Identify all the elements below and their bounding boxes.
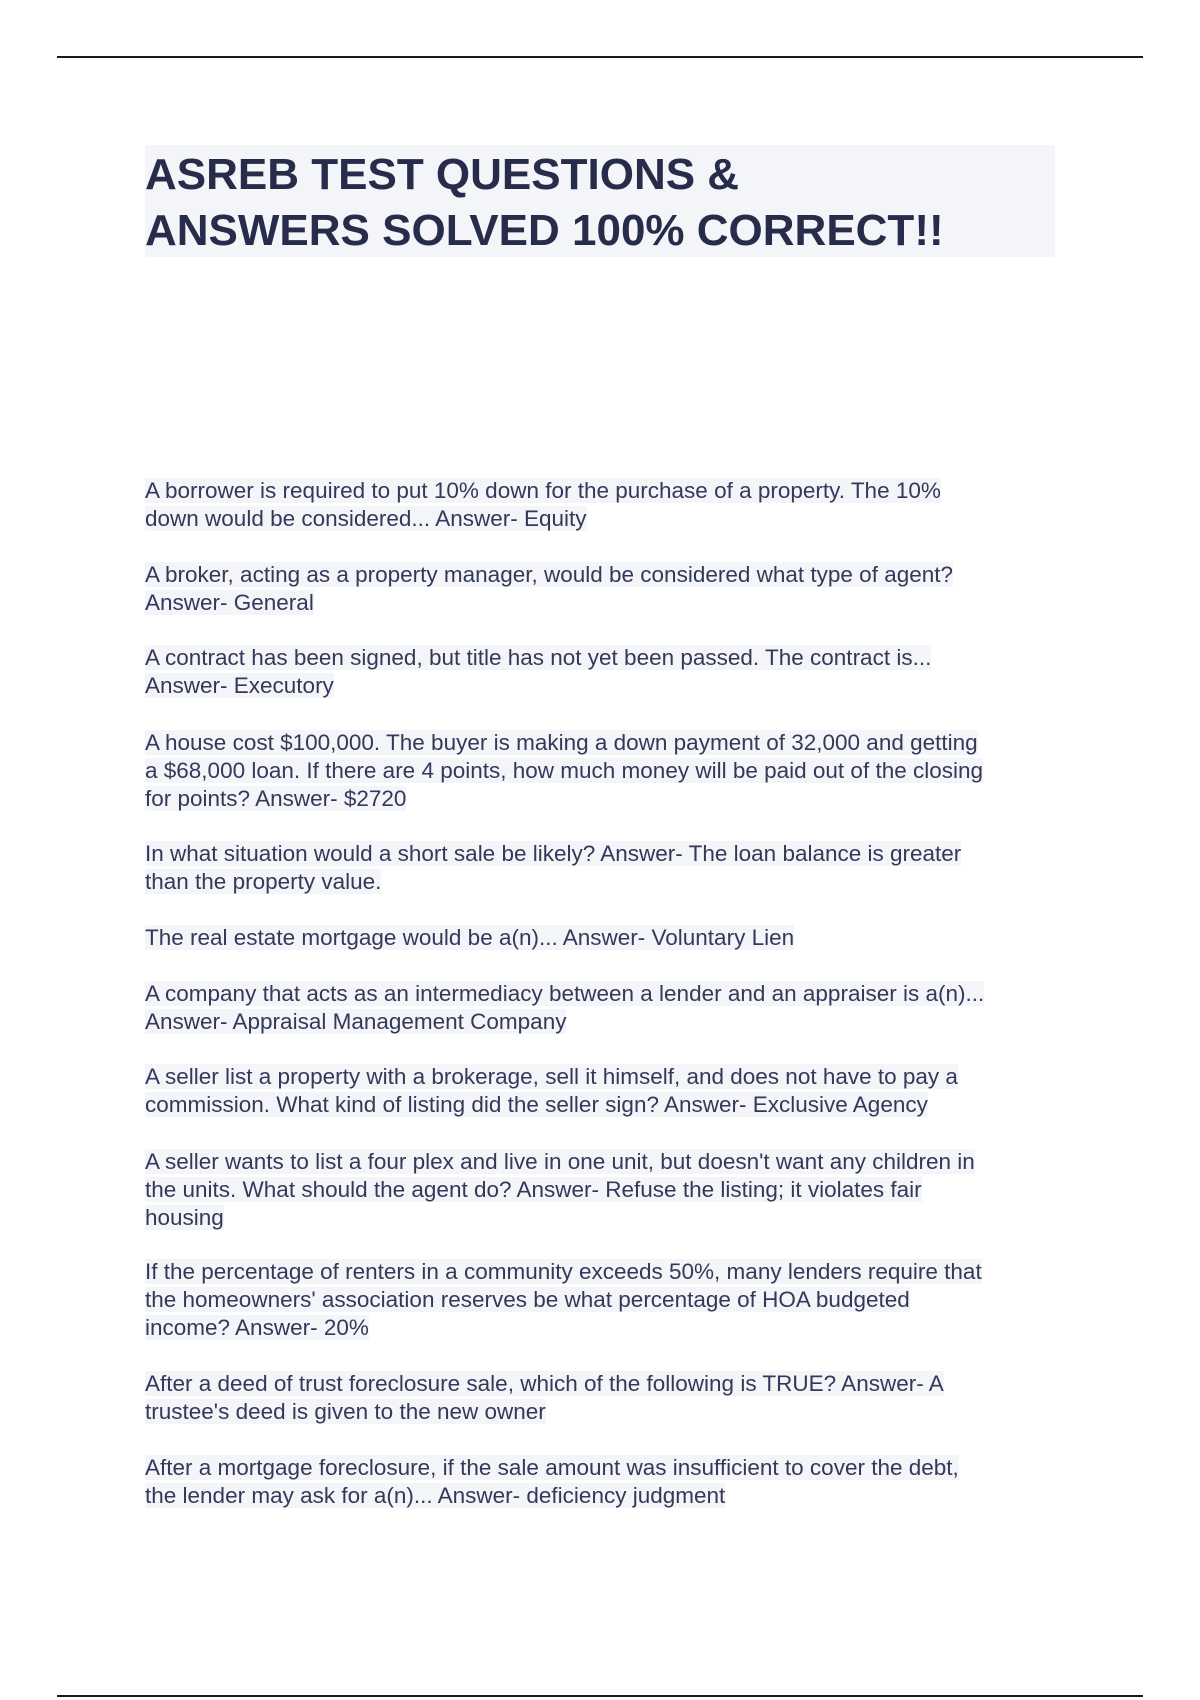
qa-line: If the percentage of renters in a community exceeds 50%, many lenders require that bbox=[145, 1259, 982, 1284]
qa-line: the homeowners' association reserves be what percentage of HOA budgeted bbox=[145, 1287, 910, 1312]
qa-line: In what situation would a short sale be likely? Answer- The loan balance is greater bbox=[145, 841, 962, 866]
qa-line: income? Answer- 20% bbox=[145, 1315, 369, 1340]
document-title bbox=[145, 147, 1065, 259]
qa-line: A company that acts as an intermediacy between a lender and an appraiser is a(n)... bbox=[145, 981, 985, 1006]
qa-line: A contract has been signed, but title has not yet been passed. The contract is... bbox=[145, 645, 932, 670]
qa-line: the units. What should the agent do? Answer- Refuse the listing; it violates fair bbox=[145, 1177, 922, 1202]
top-rule bbox=[57, 56, 1143, 58]
qa-line: A house cost $100,000. The buyer is making a down payment of 32,000 and getting bbox=[145, 730, 978, 755]
qa-line: a $68,000 loan. If there are 4 points, how much money will be paid out of the closing bbox=[145, 758, 984, 783]
qa-line: After a deed of trust foreclosure sale, which of the following is TRUE? Answer- A bbox=[145, 1371, 944, 1396]
title-line: ASREB TEST QUESTIONS & bbox=[145, 150, 740, 199]
qa-line: Answer- General bbox=[145, 590, 314, 615]
bottom-rule bbox=[57, 1695, 1143, 1697]
qa-item-7 bbox=[145, 980, 984, 1036]
qa-item-8 bbox=[145, 1063, 958, 1119]
title-line: ANSWERS SOLVED 100% CORRECT!! bbox=[145, 206, 944, 255]
qa-line: the lender may ask for a(n)... Answer- deficiency judgment bbox=[145, 1483, 726, 1508]
qa-item-2 bbox=[145, 561, 953, 617]
qa-line: A borrower is required to put 10% down for the purchase of a property. The 10% bbox=[145, 478, 941, 503]
qa-item-3 bbox=[145, 644, 931, 700]
qa-item-4 bbox=[145, 729, 983, 813]
qa-item-10 bbox=[145, 1258, 982, 1342]
qa-item-12 bbox=[145, 1454, 959, 1510]
qa-line: A seller wants to list a four plex and live in one unit, but doesn't want any children in bbox=[145, 1149, 975, 1174]
qa-line: than the property value. bbox=[145, 869, 382, 894]
qa-line: for points? Answer- $2720 bbox=[145, 786, 407, 811]
qa-item-5 bbox=[145, 840, 961, 896]
qa-line: commission. What kind of listing did the seller sign? Answer- Exclusive Agency bbox=[145, 1092, 928, 1117]
qa-line: A seller list a property with a brokerage, sell it himself, and does not have to pay a bbox=[145, 1064, 958, 1089]
qa-line: Answer- Executory bbox=[145, 673, 334, 698]
qa-line: housing bbox=[145, 1205, 224, 1230]
qa-line: A broker, acting as a property manager, would be considered what type of agent? bbox=[145, 562, 954, 587]
qa-line: Answer- Appraisal Management Company bbox=[145, 1009, 567, 1034]
qa-line: trustee's deed is given to the new owner bbox=[145, 1399, 546, 1424]
qa-item-6 bbox=[145, 924, 794, 952]
qa-item-1 bbox=[145, 477, 941, 533]
qa-line: The real estate mortgage would be a(n)... Answer- Voluntary Lien bbox=[145, 925, 795, 950]
qa-item-9 bbox=[145, 1148, 975, 1232]
qa-line: After a mortgage foreclosure, if the sale amount was insufficient to cover the debt, bbox=[145, 1455, 959, 1480]
qa-line: down would be considered... Answer- Equity bbox=[145, 506, 587, 531]
qa-item-11 bbox=[145, 1370, 944, 1426]
